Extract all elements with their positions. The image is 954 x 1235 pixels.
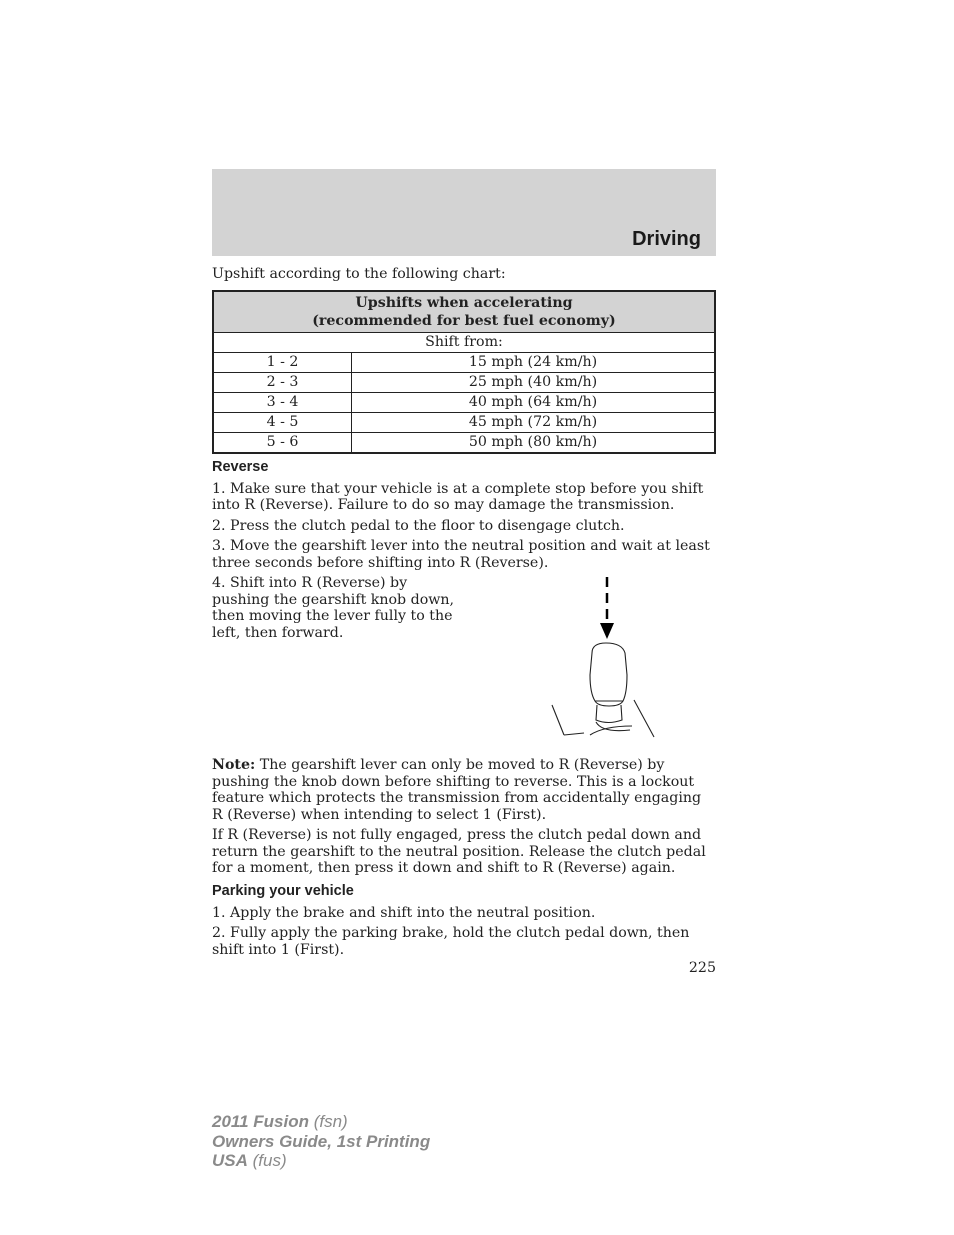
- gear-cell: 4 - 5: [213, 412, 352, 432]
- table-row: [213, 352, 715, 372]
- gear-cell: 1 - 2: [213, 352, 352, 372]
- reverse-step-4-block: [212, 575, 716, 753]
- note-text: The gearshift lever can only be moved to R (Reverse) by pushing the knob down before shifting to reverse. This is a lockout feature which protects the transmission from accidentally engaging R (Reverse) when intending to select 1 (First).: [212, 757, 702, 823]
- reverse-step-1: 1. Make sure that your vehicle is at a complete stop before you shift into R (Reverse). Failure to do so may damage the transmission.: [212, 480, 704, 513]
- speed-cell: 15 mph (24 km/h): [352, 352, 716, 372]
- footer-market-code: (fus): [247, 1151, 287, 1170]
- intro-text: Upshift according to the following chart:: [212, 266, 506, 282]
- table-heading-line2: (recommended for best fuel economy): [312, 312, 616, 329]
- table-row: [213, 372, 715, 392]
- gearshift-knob-illustration: [550, 575, 660, 745]
- footer-model: 2011 Fusion: [212, 1112, 309, 1131]
- speed-cell: 25 mph (40 km/h): [352, 372, 716, 392]
- reverse-engage-paragraph: If R (Reverse) is not fully engaged, press the clutch pedal down and return the gearshift to the neutral position. Release the clutch pedal for a moment, then press it down and shift to R (Reverse) again.: [212, 827, 706, 876]
- lockout-note: [212, 757, 716, 823]
- footer-line-1: [212, 1112, 430, 1132]
- push-down-arrow-icon: [600, 577, 614, 639]
- parking-step-2: 2. Fully apply the parking brake, hold the clutch pedal down, then shift into 1 (First).: [212, 925, 690, 958]
- parking-heading: Parking your vehicle: [212, 882, 354, 899]
- footer-line-2: [212, 1132, 430, 1152]
- footer-market: USA: [212, 1151, 248, 1170]
- gear-cell: 3 - 4: [213, 392, 352, 412]
- note-label: Note:: [212, 757, 256, 773]
- footer-model-code: (fsn): [309, 1112, 348, 1131]
- speed-cell: 50 mph (80 km/h): [352, 432, 716, 453]
- upshift-table: [212, 290, 716, 454]
- gear-cell: 2 - 3: [213, 372, 352, 392]
- reverse-heading: Reverse: [212, 458, 269, 475]
- footer-guide: Owners Guide, 1st Printing: [212, 1131, 431, 1151]
- table-heading: [213, 291, 715, 333]
- page-number: 225: [688, 960, 716, 976]
- table-heading-line1: Upshifts when accelerating: [355, 294, 573, 311]
- footer-line-3: [212, 1151, 430, 1171]
- table-subheading: Shift from:: [213, 332, 715, 352]
- section-header-bar: [212, 169, 716, 256]
- section-title: Driving: [632, 228, 701, 250]
- parking-step-1: 1. Apply the brake and shift into the neutral position.: [212, 904, 596, 921]
- gear-cell: 5 - 6: [213, 432, 352, 453]
- table-row: [213, 412, 715, 432]
- table-row: [213, 392, 715, 412]
- reverse-step-4: 4. Shift into R (Reverse) by pushing the gearshift knob down, then moving the lever fully to the left, then forward.: [212, 575, 455, 641]
- speed-cell: 40 mph (64 km/h): [352, 392, 716, 412]
- page-content: [212, 266, 716, 962]
- reverse-step-2: 2. Press the clutch pedal to the floor to disengage clutch.: [212, 517, 625, 534]
- document-footer: [212, 1112, 430, 1171]
- table-row: [213, 432, 715, 453]
- speed-cell: 45 mph (72 km/h): [352, 412, 716, 432]
- gearshift-knob-icon: [552, 643, 654, 737]
- reverse-step-3: 3. Move the gearshift lever into the neutral position and wait at least three seconds before shifting into R (Reverse).: [212, 538, 710, 571]
